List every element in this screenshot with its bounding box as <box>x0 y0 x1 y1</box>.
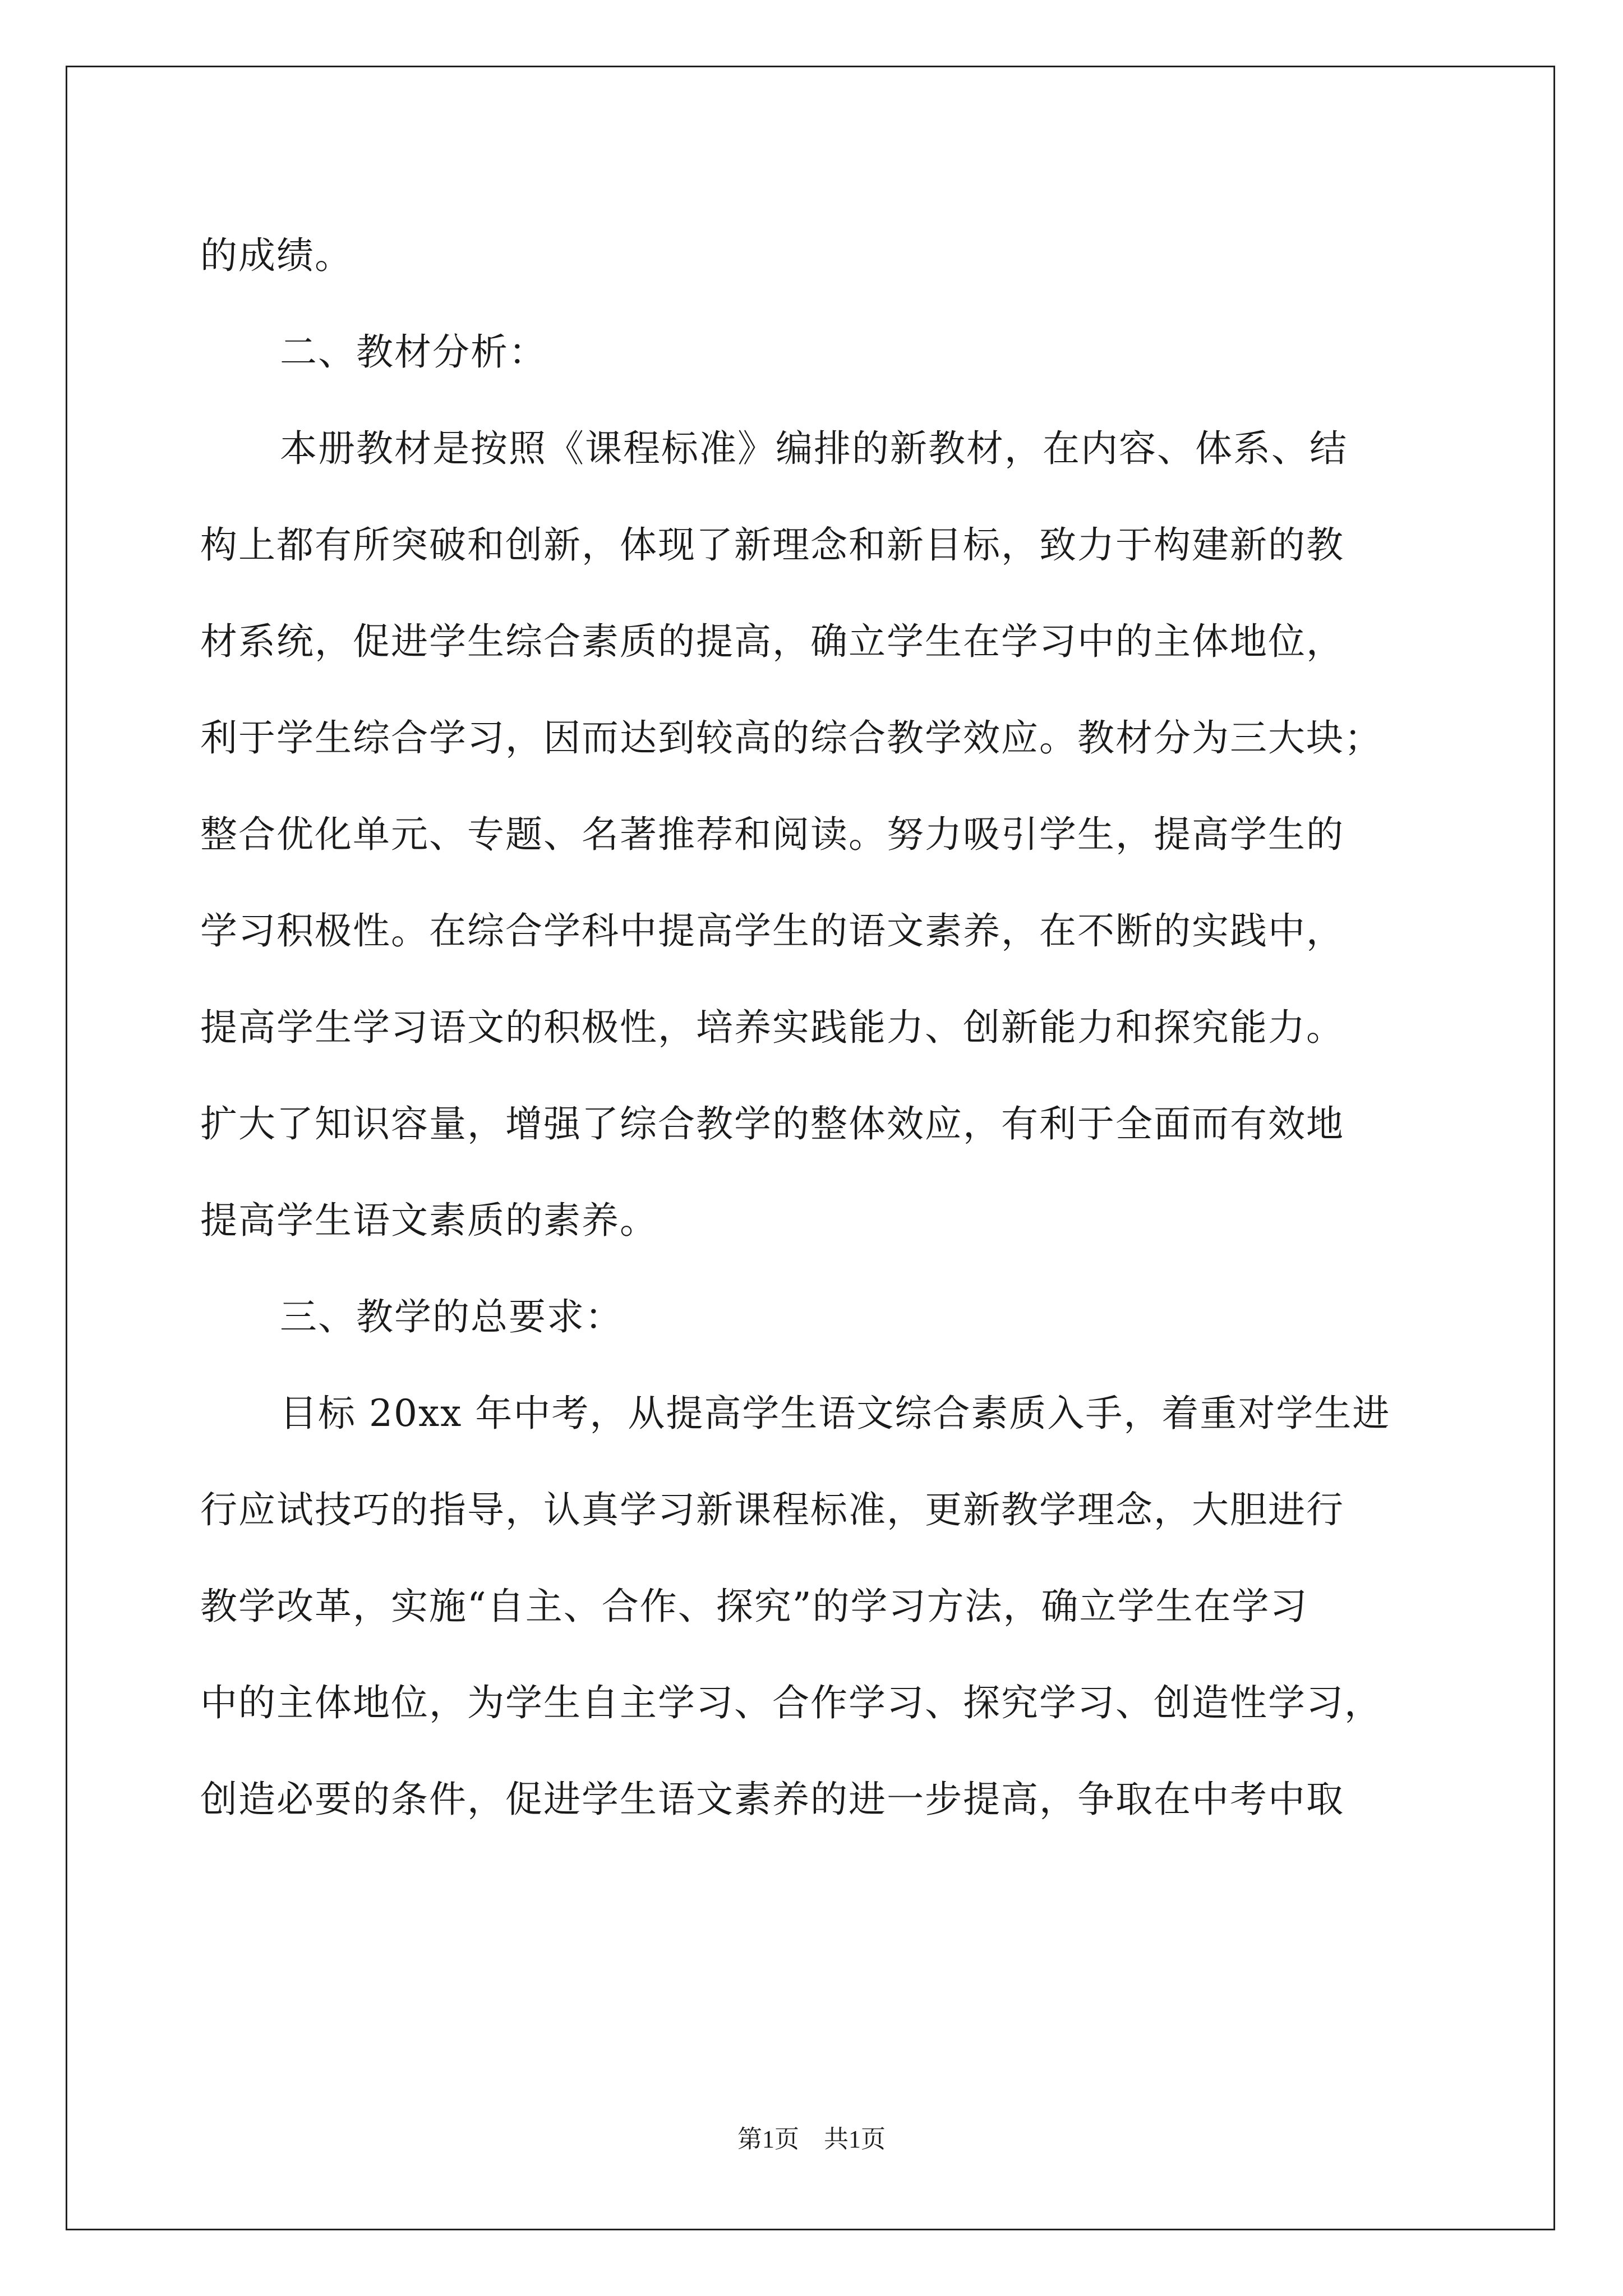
section-heading: 二、教材分析： <box>280 330 547 374</box>
text-line: 构上都有所突破和创新，体现了新理念和新目标，致力于构建新的教 <box>200 523 1344 567</box>
page-number: 第1页 <box>737 2125 799 2153</box>
page-footer <box>0 2123 1623 2156</box>
text-line: 的成绩。 <box>200 234 353 277</box>
text-line: 整合优化单元、专题、名著推荐和阅读。努力吸引学生，提高学生的 <box>200 813 1344 856</box>
text-line: 学习积极性。在综合学科中提高学生的语文素养，在不断的实践中， <box>200 909 1344 953</box>
text-line: 本册教材是按照《课程标准》编排的新教材，在内容、体系、结 <box>280 427 1348 470</box>
text-line: 行应试技巧的指导，认真学习新课程标准，更新教学理念，大胆进行 <box>200 1488 1344 1531</box>
text-line: 目标 20xx 年中考，从提高学生语文综合素质入手，着重对学生进 <box>280 1392 1391 1435</box>
document-body <box>200 208 1434 1848</box>
section-heading: 三、教学的总要求： <box>280 1295 623 1338</box>
text-line: 利于学生综合学习，因而达到较高的综合教学效应。教材分为三大块； <box>200 716 1382 760</box>
text-line: 提高学生语文素质的素养。 <box>200 1199 658 1242</box>
total-pages: 共1页 <box>824 2125 886 2153</box>
text-line: 中的主体地位，为学生自主学习、合作学习、探究学习、创造性学习， <box>200 1681 1382 1724</box>
text-line: 材系统，促进学生综合素质的提高，确立学生在学习中的主体地位， <box>200 620 1344 663</box>
text-line: 扩大了知识容量，增强了综合教学的整体效应，有利于全面而有效地 <box>200 1102 1344 1145</box>
text-line: 创造必要的条件，促进学生语文素养的进一步提高，争取在中考中取 <box>200 1778 1344 1821</box>
text-line: 提高学生学习语文的积极性，培养实践能力、创新能力和探究能力。 <box>200 1006 1344 1049</box>
text-line: 教学改革，实施“自主、合作、探究”的学习方法，确立学生在学习 <box>200 1585 1308 1628</box>
